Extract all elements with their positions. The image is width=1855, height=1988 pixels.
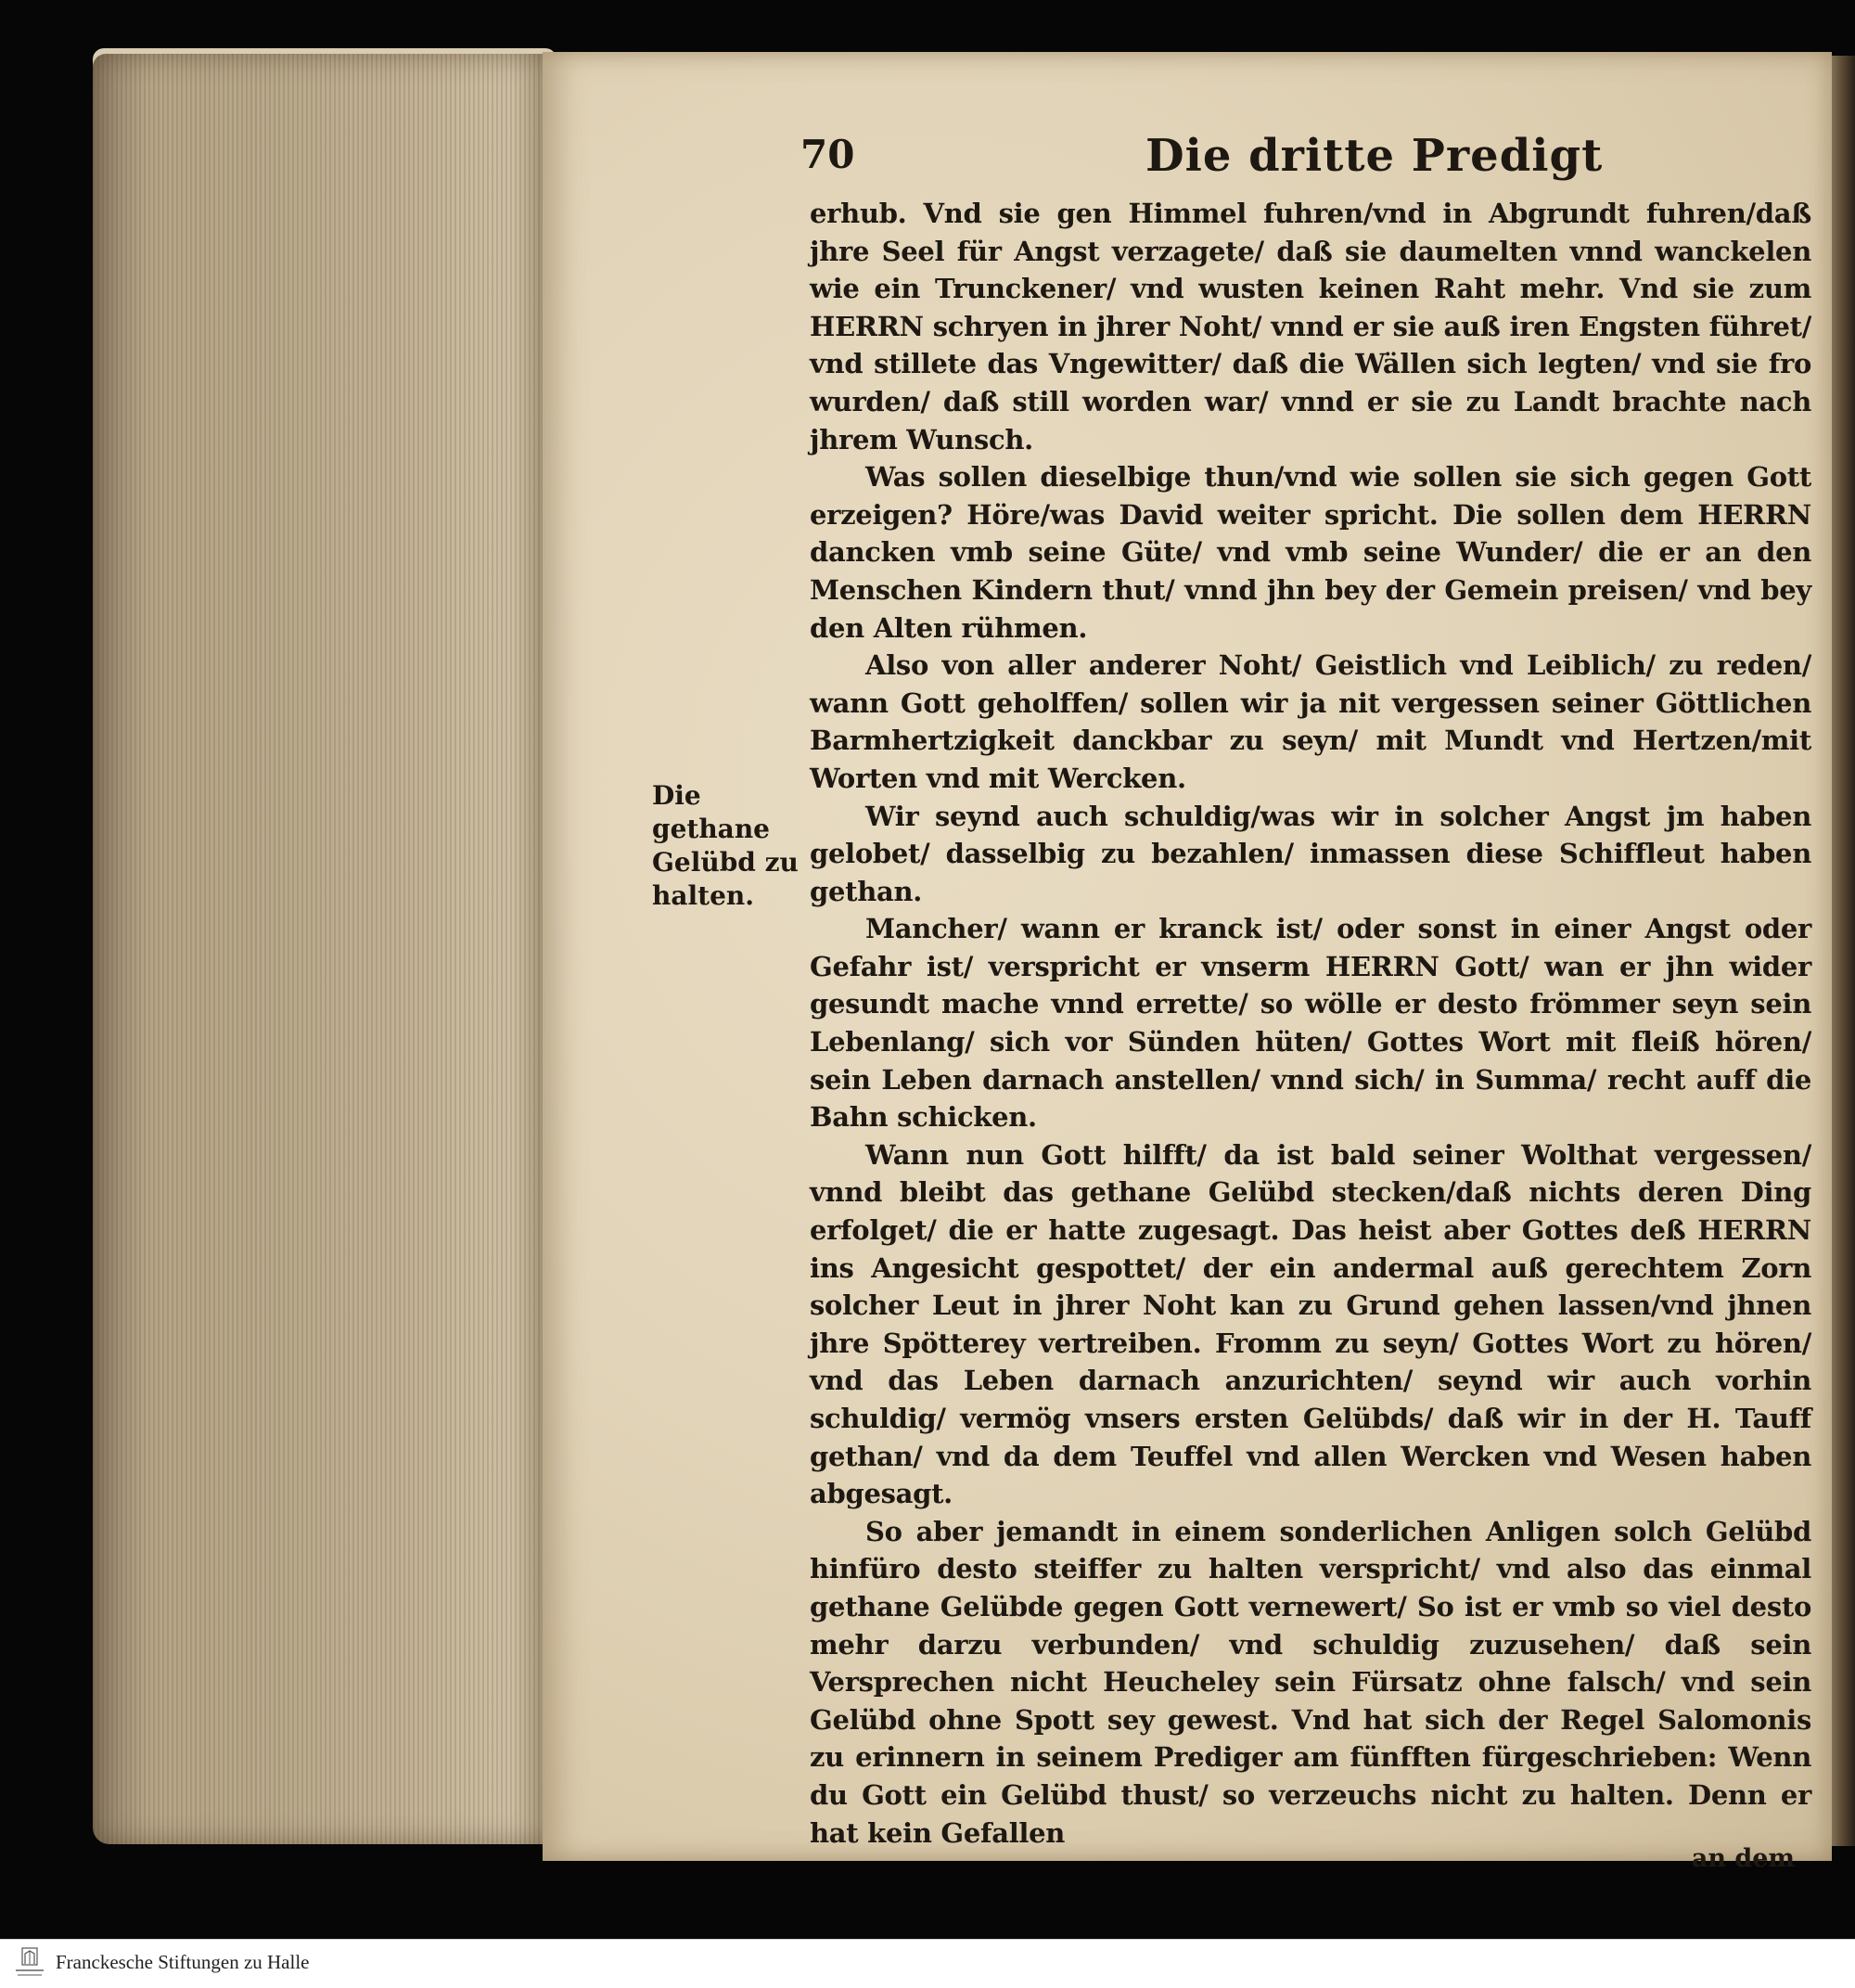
page-number: 70 [800,132,855,177]
franckesche-stiftungen-logo-icon[interactable] [13,1945,46,1982]
paragraph: Wir seynd auch schuldig/was wir in solcher Angst jm haben gelobet/ dasselbig zu bezahlen/ inmassen diese Schiffleut haben gethan. [810,800,1811,907]
paragraph: Mancher/ wann er kranck ist/ oder sonst in einer Angst oder Gefahr ist/ verspricht er vnserm HERRN Gott/ wan er jhn wider gesundt mache vnnd errette/ so wölle er desto frömmer seyn sein Lebenlang/ sich vor Sünden hüten/ Gottes Wort mit fleiß hören/ sein Leben darnach anstellen/ vnnd sich/ in Summa/ recht auff die Bahn schicken. [810,913,1811,1134]
page-content [543,52,1832,1873]
catchword: an dem [1691,1844,1795,1873]
book-fore-edge [93,54,547,1844]
marginal-note: Die gethane Gelübd zu halten. [652,780,799,911]
running-head-title: Die dritte Predigt [1145,130,1604,182]
body-text [810,195,1811,1852]
running-head [543,132,1832,197]
paragraph: So aber jemandt in einem sonderlichen Anligen solch Gelübd hinfüro desto steiffer zu halten verspricht/ vnd also das einmal gethane Gelübde gegen Gott vernewert/ So ist er vmb so viel desto mehr darzu verbunden/ vnd schuldig zuzusehen/ daß sein Versprechen nicht Heucheley sein Fürsatz ohne falsch/ vnd sein Gelübd ohne Spott sey gewest. Vnd hat sich der Regel Salomonis zu erinnern in seinem Prediger am fünfften fürgeschrieben: Wenn du Gott ein Gelübd thust/ so verzeuchs nicht zu halten. Denn er hat kein Gefallen [810,1515,1811,1849]
paragraph: Also von aller anderer Noht/ Geistlich vnd Leiblich/ zu reden/ wann Gott geholffen/ sollen wir ja nit vergessen seiner Göttlichen Barmhertzigkeit danckbar zu seyn/ mit Mundt vnd Hertzen/mit Worten vnd mit Wercken. [810,649,1811,794]
paragraph: Was sollen dieselbige thun/vnd wie sollen sie sich gegen Gott erzeigen? Höre/was David weiter spricht. Die sollen dem HERRN dancken vmb seine Güte/ vnd vmb seine Wunder/ die er an den Menschen Kindern thut/ vnnd jhn bey der Gemein preisen/ vnd bey den Alten rühmen. [810,461,1811,644]
footer-bar [0,1939,1855,1988]
footer-institution-name: Franckesche Stiftungen zu Halle [56,1951,310,1973]
paragraph: erhub. Vnd sie gen Himmel fuhren/vnd in Abgrundt fuhren/daß jhre Seel für Angst verzagete/ daß sie daumelten vnnd wanckelen wie ein Trunckener/ vnd wusten keinen Raht mehr. Vnd sie zum HERRN schryen in jhrer Noht/ vnnd er sie auß iren Engsten führet/ vnd stillete das Vngewitter/ daß die Wällen sich legten/ vnd sie fro wurden/ daß still worden war/ vnnd er sie zu Landt brachte nach jhrem Wunsch. [810,198,1811,455]
paragraph: Wann nun Gott hilfft/ da ist bald seiner Wolthat vergessen/ vnnd bleibt das gethane Gelübd stecken/daß nichts deren Ding erfolget/ die er hatte zugesagt. Das heist aber Gottes deß HERRN ins Angesicht gespottet/ der ein andermal auß gerechtem Zorn solcher Leut in jhrer Noht kan zu Grund gehen lassen/vnd jhnen jhre Spötterey vertreiben. Fromm zu seyn/ Gottes Wort zu hören/ vnd das Leben darnach anzurichten/ seynd wir auch vorhin schuldig/ vermög vnsers ersten Gelübds/ daß wir in der H. Tauff gethan/ vnd da dem Teuffel vnd allen Wercken vnd Wesen haben abgesagt. [810,1138,1811,1510]
book-page [543,52,1832,1873]
